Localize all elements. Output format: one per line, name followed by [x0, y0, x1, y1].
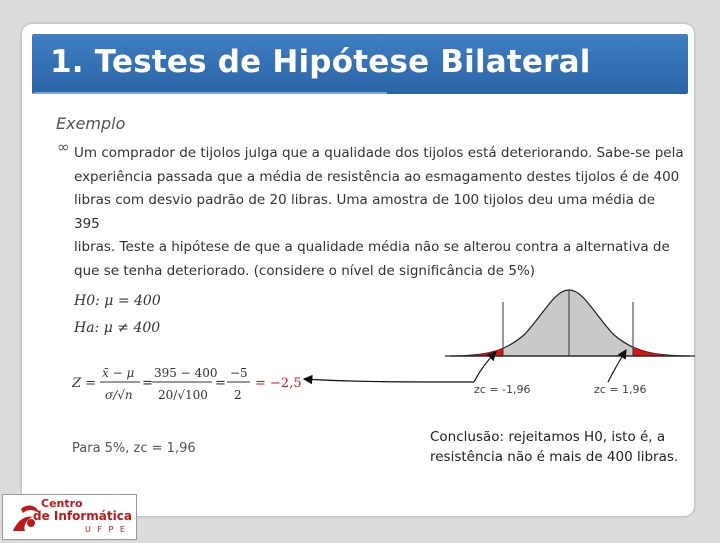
z-formula: [72, 362, 312, 412]
formula-den: σ/√n: [105, 388, 133, 402]
conclusion-text: rejeitamos H0, isto é, a resistência não é mais de 400 libras.: [430, 429, 679, 465]
arrow-right-up: [608, 350, 626, 382]
zc-right-label: zc = 1,96: [594, 383, 647, 396]
problem-line: experiência passada que a média de resistência ao esmagamento destes tijolos é de 400: [74, 168, 680, 185]
zc-left-label: zc = -1,96: [474, 383, 531, 396]
significance-note: Para 5%, zc = 1,96: [72, 441, 196, 456]
conclusion-label: Conclusão:: [430, 429, 505, 445]
alt-hypothesis: Ha: μ ≠ 400: [74, 320, 161, 336]
annotation-arrows: [290, 330, 710, 390]
svg-text:=: =: [215, 376, 226, 391]
arrow-left-up: [474, 352, 496, 382]
slide-title: 1. Testes de Hipótese Bilateral: [50, 44, 591, 80]
formula-result: = −2,5: [255, 376, 302, 391]
svg-text:=: =: [142, 376, 153, 391]
problem-line: libras com desvio padrão de 20 libras. Uma amostra de 100 tijolos deu uma média de 395: [74, 192, 656, 232]
formula-num2: 395 − 400: [154, 366, 218, 380]
formula-den2: 20/√100: [158, 388, 208, 402]
arrow-left: [304, 379, 474, 382]
problem-line: libras. Teste a hipótese de que a qualidade média não se alterou contra a alternativa de: [74, 239, 670, 255]
logo-line3: U F P E: [85, 525, 127, 534]
conclusion: [430, 427, 700, 467]
example-label: Exemplo: [56, 114, 126, 133]
problem-paragraph: [74, 142, 684, 283]
logo-line1: Centro: [41, 497, 83, 510]
null-hypothesis: H0: μ = 400: [74, 293, 161, 309]
formula-z: Z =: [72, 376, 97, 391]
logo-line2: de Informática: [33, 509, 132, 523]
centro-informatica-logo: [2, 494, 137, 540]
formula-den3: 2: [234, 388, 242, 402]
title-underline: [34, 92, 387, 94]
problem-line: Um comprador de tijolos julga que a qualidade dos tijolos está deteriorando. Sabe-se pela: [74, 145, 684, 161]
formula-num3: −5: [230, 366, 248, 380]
bullet-icon: ∞: [57, 138, 70, 156]
problem-line: que se tenha deteriorado. (considere o nível de significância de 5%): [74, 262, 536, 279]
formula-num: x̄ − μ: [102, 366, 135, 380]
